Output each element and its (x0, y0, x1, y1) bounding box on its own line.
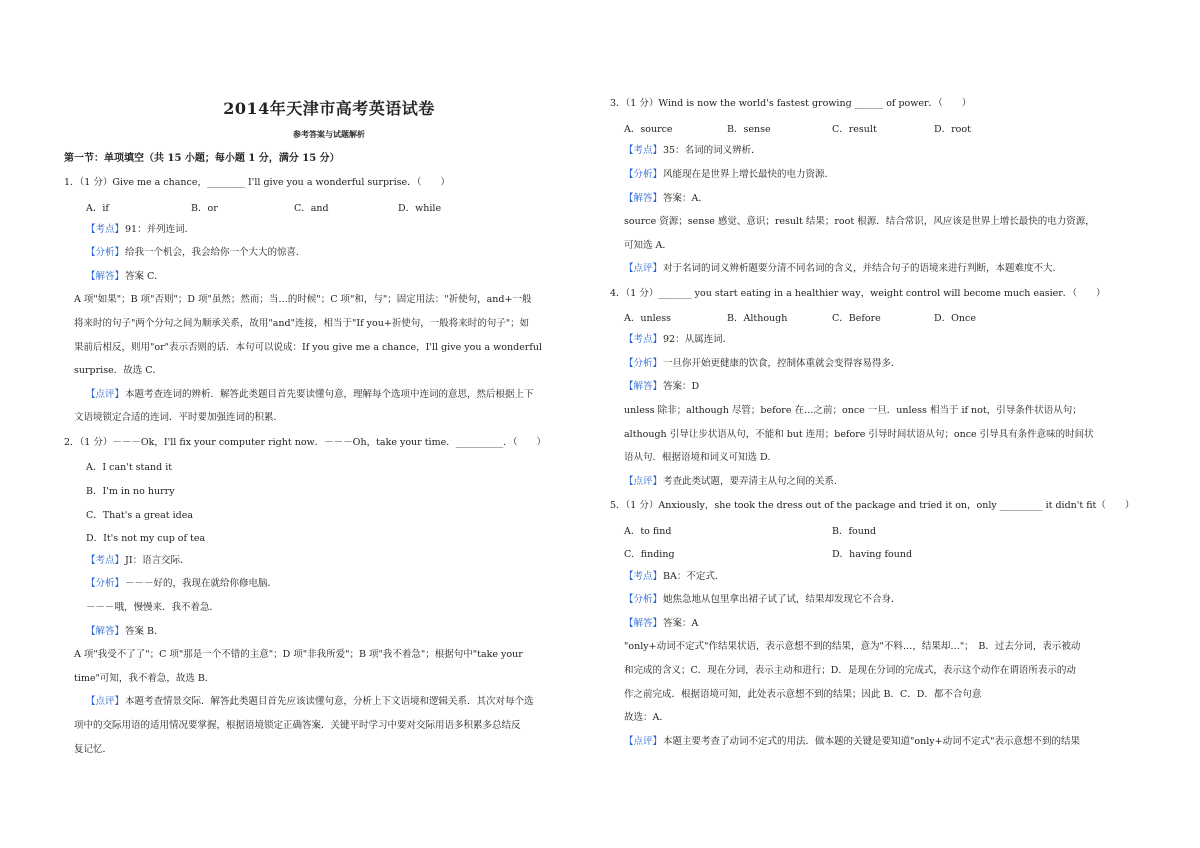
q1-option-d: D．while (398, 203, 442, 214)
q4-fenxi (624, 357, 901, 370)
tag-dianping: 【点评】 (624, 736, 663, 747)
q5-kaodian (624, 570, 724, 583)
q5-option-b: B．found (832, 526, 877, 537)
q2-explain-line: time"可知，我不着急，故选 B． (74, 673, 215, 684)
page-title: 2014年天津市高考英语试卷 (223, 99, 435, 118)
q5-dianping (624, 735, 1080, 748)
q4-dianping (624, 475, 844, 488)
q3-explain-line: source 资源；sense 感觉、意识；result 结果；root 根源．结合常识，风应该是世界上增长最快的电力资源， (624, 216, 1095, 227)
q3-dianping-text: 对于名词的词义辨析题要分清不同名词的含义，并结合句子的语境来进行判断，本题难度不大． (663, 263, 1063, 274)
q2-explain-line: A 项"我受不了了"；C 项"那是一个不错的主意"；D 项"非我所爱"；B 项"我不着急"；根据句中"take your (74, 649, 523, 660)
q2-kaodian-text: JI：语言交际． (125, 555, 190, 566)
q1-explain-line: surprise．故选 C． (74, 365, 162, 376)
q5-option-c: C．finding (624, 549, 675, 560)
q5-explain-line: "only+动词不定式"作结果状语，表示意想不到的结果，意为"不料…，结果却…"； B．过去分词，表示被动 (624, 641, 1081, 652)
q3-stem: 3．（1 分）Wind is now the world's fastest growing ______ of power．（ ） (610, 98, 972, 109)
q4-option-d: D．Once (934, 313, 976, 324)
tag-fenxi: 【分析】 (624, 169, 663, 180)
q1-explain-line: 将来时的句子"两个分句之间为顺承关系，故用"and"连接，相当于"If you+祈使句，一般将来时的句子"；如 (74, 318, 530, 329)
tag-jieda: 【解答】 (86, 626, 125, 637)
q2-fenxi (86, 577, 277, 590)
q2-fenxi-text: －－－好的，我现在就给你修电脑． (125, 578, 278, 589)
tag-fenxi: 【分析】 (86, 578, 125, 589)
q4-explain-line: although 引导让步状语从句，不能和 but 连用；before 引导时间状语从句；once 引导具有条件意味的时间状 (624, 429, 1094, 440)
q1-fenxi (86, 246, 306, 259)
q3-fenxi (624, 168, 834, 181)
q1-kaodian-text: 91：并列连词． (125, 224, 195, 235)
q5-fenxi-text: 她焦急地从包里拿出裙子试了试，结果却发现它不合身． (663, 594, 901, 605)
q4-stem: 4．（1 分）_______ you start eating in a healthier way，weight control will become much easier．（ ） (610, 288, 1106, 299)
q1-dianping-text: 本题考查连词的辨析．解答此类题目首先要读懂句意，理解每个选项中连词的意思，然后根据上下 (125, 389, 534, 400)
q2-jieda-text: 答案 B． (125, 626, 164, 637)
q1-dianping-line: 文语境锁定合适的连词．平时要加强连词的积累． (74, 412, 284, 423)
q4-explain-line: 语从句．根据语境和词义可知选 D． (624, 452, 778, 463)
tag-dianping: 【点评】 (86, 696, 125, 707)
q5-stem: 5．（1 分）Anxiously，she took the dress out of the package and tried it on，only _________ it didn't fit（ ） (610, 500, 1135, 511)
q2-option-a: A．I can't stand it (86, 462, 173, 473)
q3-option-b: B．sense (727, 124, 771, 135)
tag-dianping: 【点评】 (624, 263, 663, 274)
tag-jieda: 【解答】 (624, 193, 663, 204)
q3-kaodian-text: 35：名词的词义辨析． (663, 145, 761, 156)
q4-option-b: B．Although (727, 313, 788, 324)
q4-fenxi-text: 一旦你开始更健康的饮食，控制体重就会变得容易得多． (663, 358, 901, 369)
tag-fenxi: 【分析】 (624, 358, 663, 369)
q2-kaodian (86, 554, 190, 567)
q2-option-d: D．It's not my cup of tea (86, 533, 206, 544)
q3-kaodian (624, 144, 761, 157)
q3-option-d: D．root (934, 124, 971, 135)
q3-jieda (624, 192, 708, 205)
q5-dianping-text: 本题主要考查了动词不定式的用法．做本题的关键是要知道"only+动词不定式"表示意想不到的结果 (663, 736, 1080, 747)
q2-stem: 2．（1 分）－－－Ok，I'll fix your computer right now．－－－Oh，take your time．__________．（ ） (64, 437, 546, 448)
q5-explain-line: 故选：A． (624, 712, 669, 723)
q1-kaodian (86, 223, 194, 236)
q5-jieda-text: 答案：A (663, 618, 699, 629)
tag-jieda: 【解答】 (624, 618, 663, 629)
tag-fenxi: 【分析】 (624, 594, 663, 605)
q1-dianping (86, 388, 534, 401)
tag-kaodian: 【考点】 (624, 334, 663, 345)
q4-kaodian-text: 92：从属连词． (663, 334, 733, 345)
q5-kaodian-text: BA：不定式． (663, 571, 725, 582)
q1-option-a: A．if (86, 203, 109, 214)
q4-jieda-text: 答案：D (663, 381, 700, 392)
q1-option-c: C．and (294, 203, 329, 214)
tag-dianping: 【点评】 (86, 389, 125, 400)
tag-fenxi: 【分析】 (86, 247, 125, 258)
q2-dianping (86, 695, 534, 708)
tag-kaodian: 【考点】 (624, 145, 663, 156)
q4-option-c: C．Before (832, 313, 881, 324)
q2-jieda (86, 625, 164, 638)
q5-option-d: D．having found (832, 549, 913, 560)
q1-option-b: B．or (191, 203, 218, 214)
q4-option-a: A．unless (624, 313, 672, 324)
tag-kaodian: 【考点】 (624, 571, 663, 582)
q5-option-a: A．to find (624, 526, 672, 537)
q2-fenxi-line2: －－－哦，慢慢来．我不着急． (86, 602, 220, 613)
tag-jieda: 【解答】 (86, 271, 125, 282)
q2-dianping-line: 复记忆． (74, 744, 113, 755)
q1-jieda-text: 答案 C． (125, 271, 164, 282)
page-subtitle: 参考答案与试题解析 (293, 129, 365, 139)
q2-option-b: B．I'm in no hurry (86, 486, 175, 497)
q2-option-c: C．That's a great idea (86, 510, 194, 521)
q4-explain-line: unless 除非；although 尽管；before 在…之前；once 一旦．unless 相当于 if not，引导条件状语从句； (624, 405, 1082, 416)
q3-dianping (624, 262, 1062, 275)
q5-explain-line: 作之前完成．根据语境可知，此处表示意想不到的结果；因此 B．C．D．都不合句意 (624, 689, 982, 700)
q4-jieda (624, 380, 699, 393)
q1-explain-line: 果前后相反，则用"or"表示否则的话．本句可以说成：If you give me a chance，I'll give you a wonderful (74, 342, 543, 353)
q2-dianping-text: 本题考查情景交际．解答此类题目首先应该读懂句意，分析上下文语境和逻辑关系．其次对每个选 (125, 696, 534, 707)
q5-jieda (624, 617, 698, 630)
q3-jieda-text: 答案：A． (663, 193, 708, 204)
q1-fenxi-text: 给我一个机会，我会给你一个大大的惊喜． (125, 247, 306, 258)
section-heading: 第一节：单项填空（共 15 小题；每小题 1 分，满分 15 分） (64, 153, 340, 164)
q1-jieda (86, 270, 164, 283)
q1-explain-line: A 项"如果"；B 项"否则"；D 项"虽然；然而；当…的时候"；C 项"和，与"；固定用法："祈使句，and+一般 (74, 294, 532, 305)
q3-fenxi-text: 风能现在是世界上增长最快的电力资源． (663, 169, 835, 180)
q4-kaodian (624, 333, 732, 346)
q5-explain-line: 和完成的含义；C．现在分词，表示主动和进行；D．是现在分词的完成式，表示这个动作在谓语所表示的动 (624, 665, 1076, 676)
q2-dianping-line: 项中的交际用语的适用情况要掌握，根据语境锁定正确答案．关键平时学习中要对交际用语多积累多总结反 (74, 720, 521, 731)
tag-dianping: 【点评】 (624, 476, 663, 487)
q5-fenxi (624, 593, 901, 606)
tag-jieda: 【解答】 (624, 381, 663, 392)
q4-dianping-text: 考查此类试题，要弄清主从句之间的关系． (663, 476, 844, 487)
tag-kaodian: 【考点】 (86, 224, 125, 235)
q1-stem: 1．（1 分）Give me a chance，________ I'll give you a wonderful surprise．（ ） (64, 177, 450, 188)
q3-explain-line: 可知选 A． (624, 240, 672, 251)
tag-kaodian: 【考点】 (86, 555, 125, 566)
q3-option-a: A．source (624, 124, 673, 135)
q3-option-c: C．result (832, 124, 877, 135)
